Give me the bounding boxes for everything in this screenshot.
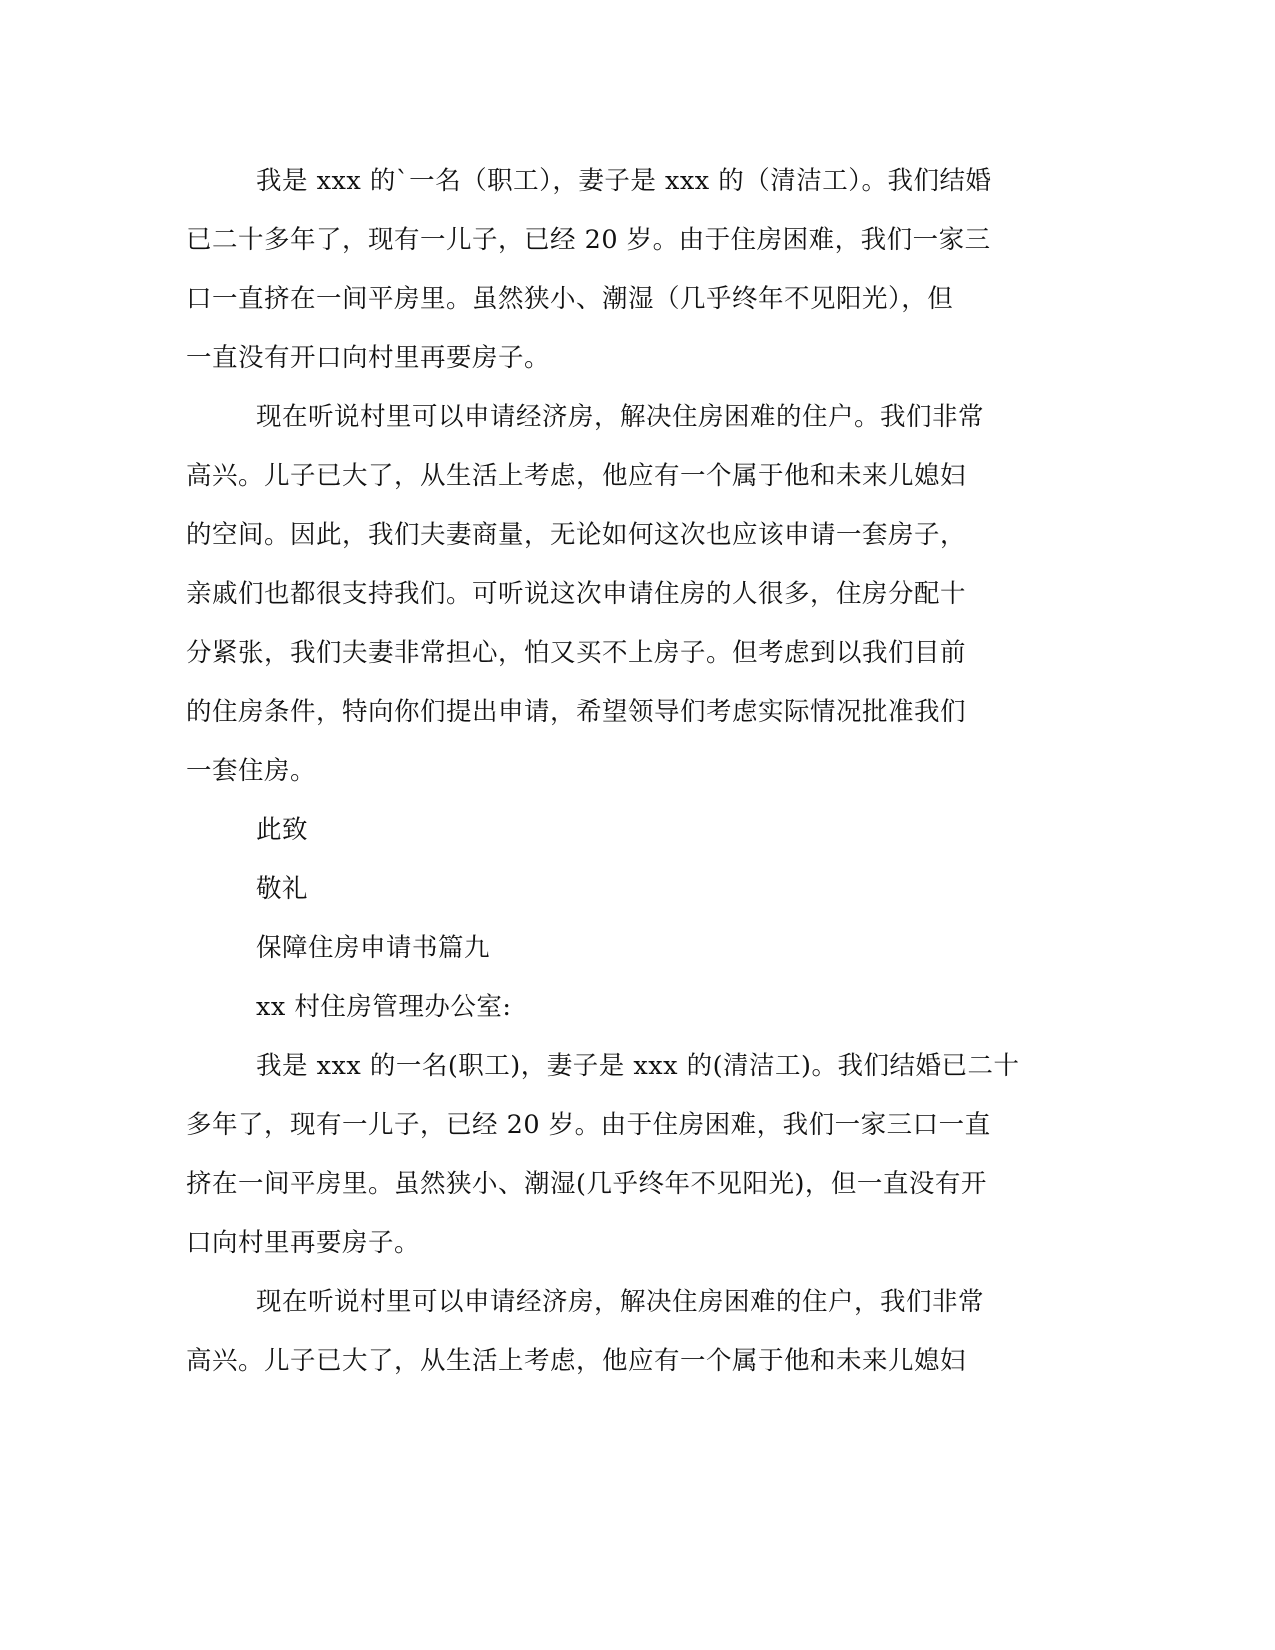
paragraph-3-line-4: 口向村里再要房子。 [186,1228,421,1258]
paragraph-1-line-1: 我是 xxx 的`一名（职工），妻子是 xxx 的（清洁工）。我们结婚 [256,166,992,196]
paragraph-3-line-3: 挤在一间平房里。虽然狭小、潮湿(几乎终年不见阳光)，但一直没有开 [186,1169,987,1199]
paragraph-2-line-3: 的空间。因此，我们夫妻商量，无论如何这次也应该申请一套房子， [186,520,967,550]
paragraph-1-line-3: 口一直挤在一间平房里。虽然狭小、潮湿（几乎终年不见阳光），但 [186,284,954,314]
paragraph-1-line-2: 已二十多年了，现有一儿子，已经 20 岁。由于住房困难，我们一家三 [186,225,991,255]
recipient-line: xx 村住房管理办公室: [256,992,512,1022]
paragraph-4-line-1: 现在听说村里可以申请经济房，解决住房困难的住户，我们非常 [256,1287,985,1317]
closing-regards: 敬礼 [256,874,309,904]
paragraph-1-line-4: 一直没有开口向村里再要房子。 [186,343,551,373]
paragraph-2-line-7: 一套住房。 [186,756,317,786]
paragraph-3-line-1: 我是 xxx 的一名(职工)，妻子是 xxx 的(清洁工)。我们结婚已二十 [256,1051,1020,1081]
paragraph-2-line-2: 高兴。儿子已大了，从生活上考虑，他应有一个属于他和未来儿媳妇 [186,461,967,491]
paragraph-2-line-1: 现在听说村里可以申请经济房，解决住房困难的住户。我们非常 [256,402,985,432]
closing-salutation: 此致 [256,815,309,845]
paragraph-3-line-2: 多年了，现有一儿子，已经 20 岁。由于住房困难，我们一家三口一直 [186,1110,991,1140]
paragraph-2-line-5: 分紧张，我们夫妻非常担心，怕又买不上房子。但考虑到以我们目前 [186,638,967,668]
paragraph-4-line-2: 高兴。儿子已大了，从生活上考虑，他应有一个属于他和未来儿媳妇 [186,1346,967,1376]
section-title: 保障住房申请书篇九 [256,933,491,963]
paragraph-2-line-6: 的住房条件，特向你们提出申请，希望领导们考虑实际情况批准我们 [186,697,967,727]
paragraph-2-line-4: 亲戚们也都很支持我们。可听说这次申请住房的人很多，住房分配十 [186,579,967,609]
